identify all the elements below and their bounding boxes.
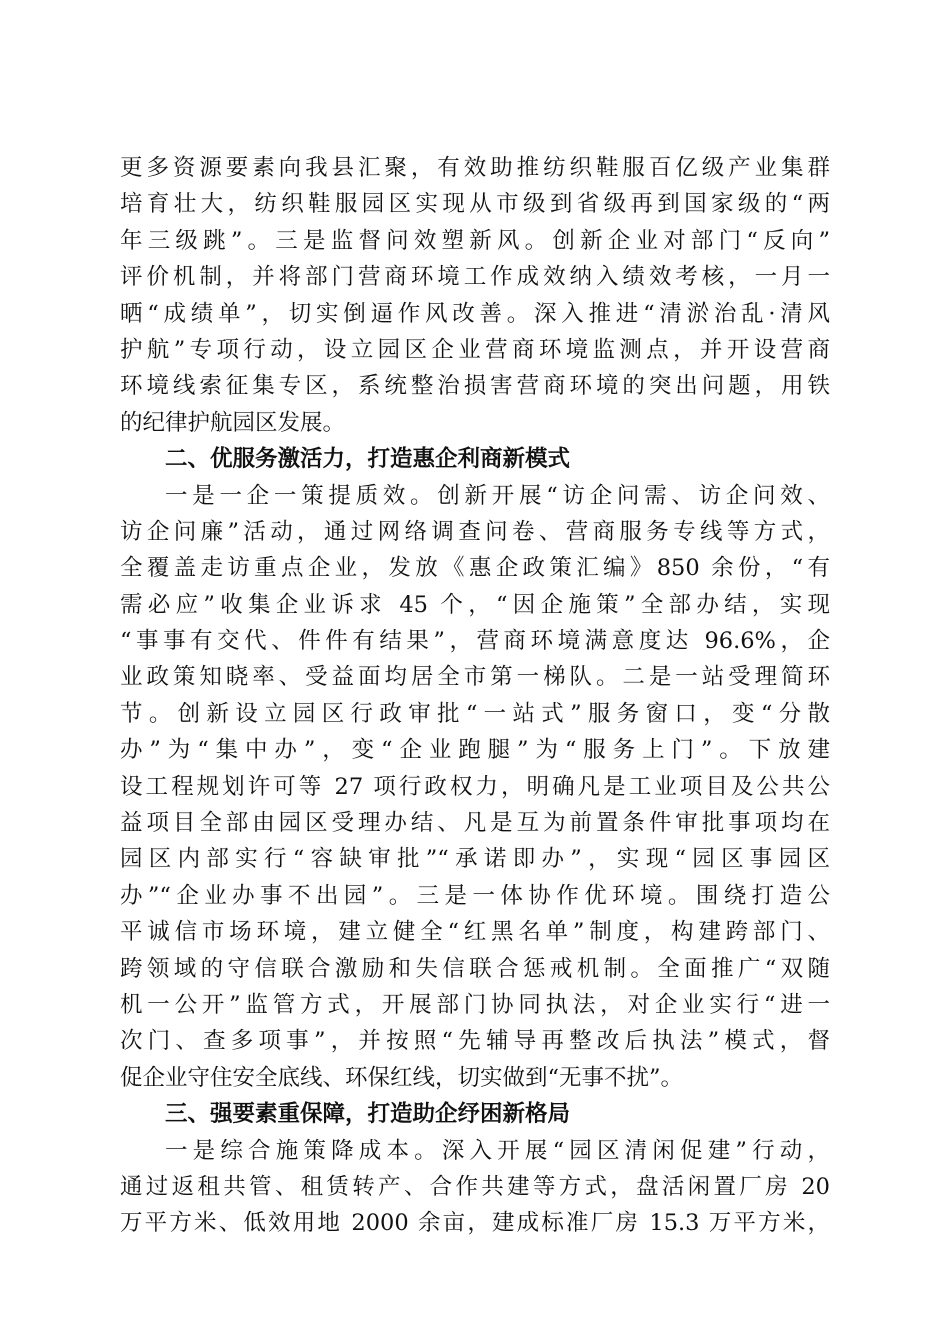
section-heading-2: 二、优服务激活力，打造惠企利商新模式 [165, 446, 571, 473]
paragraph-first-line: 一是综合施策降成本。深入开展“园区清闲促建”行动， [165, 1137, 830, 1164]
body-line: 年三级跳”。三是监督问效塑新风。创新企业对部门“反向” [120, 227, 830, 254]
paragraph-end-line: 促企业守住安全底线、环保红线，切实做到“无事不扰”。 [120, 1064, 684, 1091]
body-line: 办”“企业办事不出园”。三是一体协作优环境。围绕打造公 [120, 882, 830, 909]
document-body [120, 150, 830, 1242]
body-line: 办”为“集中办”，变“企业跑腿”为“服务上门”。下放建 [120, 737, 830, 764]
paragraph-first-line: 一是一企一策提质效。创新开展“访企问需、访企问效、 [165, 482, 830, 509]
body-line: 次门、查多项事”，并按照“先辅导再整改后执法”模式，督 [120, 1028, 830, 1055]
body-line: 设工程规划许可等 27 项行政权力，明确凡是工业项目及公共公 [120, 773, 830, 800]
body-line: 访企问廉”活动，通过网络调查问卷、营商服务专线等方式， [120, 518, 830, 545]
section-heading-3: 三、强要素重保障，打造助企纾困新格局 [165, 1101, 571, 1128]
body-line: 环境线索征集专区，系统整治损害营商环境的突出问题，用铁 [120, 373, 830, 400]
body-line: 益项目全部由园区受理办结、凡是互为前置条件审批事项均在 [120, 810, 830, 837]
body-line: 机一公开”监管方式，开展部门协同执法，对企业实行“进一 [120, 991, 830, 1018]
body-line: 通过返租共管、租赁转产、合作共建等方式，盘活闲置厂房 20 [120, 1173, 830, 1200]
body-line: 平诚信市场环境，建立健全“红黑名单”制度，构建跨部门、 [120, 919, 830, 946]
body-line: 评价机制，并将部门营商环境工作成效纳入绩效考核，一月一 [120, 264, 830, 291]
body-line: 园区内部实行“容缺审批”“承诺即办”，实现“园区事园区 [120, 846, 830, 873]
body-line: 需必应”收集企业诉求 45 个，“因企施策”全部办结，实现 [120, 591, 830, 618]
body-line: 跨领域的守信联合激励和失信联合惩戒机制。全面推广“双随 [120, 955, 830, 982]
body-line: 培育壮大，纺织鞋服园区实现从市级到省级再到国家级的“两 [120, 191, 830, 218]
body-line: 业政策知晓率、受益面均居全市第一梯队。二是一站受理简环 [120, 664, 830, 691]
body-line: 晒“成绩单”，切实倒逼作风改善。深入推进“清淤治乱·清风 [120, 300, 830, 327]
body-line: 更多资源要素向我县汇聚，有效助推纺织鞋服百亿级产业集群 [120, 155, 830, 181]
body-line: “事事有交代、件件有结果”，营商环境满意度达 96.6%，企 [120, 628, 830, 655]
body-line: 全覆盖走访重点企业，发放《惠企政策汇编》850 余份，“有 [120, 555, 830, 582]
body-line: 节。创新设立园区行政审批“一站式”服务窗口，变“分散 [120, 700, 830, 727]
paragraph-end-line: 的纪律护航园区发展。 [120, 409, 346, 436]
body-line: 护航”专项行动，设立园区企业营商环境监测点，并开设营商 [120, 336, 830, 363]
body-line: 万平方米、低效用地 2000 余亩，建成标准厂房 15.3 万平方米， [120, 1210, 830, 1237]
